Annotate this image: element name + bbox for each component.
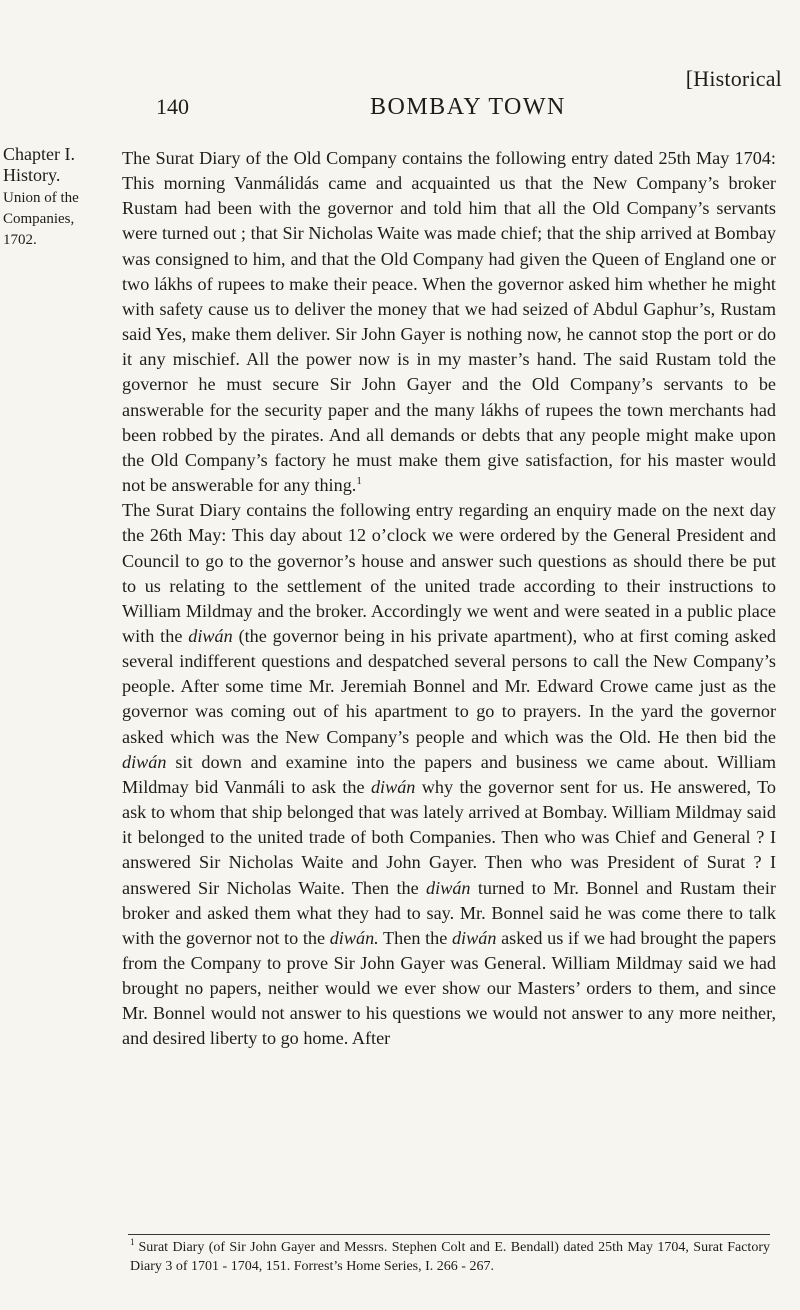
italic-term: diwán. [329, 927, 379, 948]
paragraph-text: why the governor sent for us. He answered, To ask to whom that ship belonged that was lately arrived at Bombay. William Mildmay said it belonged to the united trade of both Companies. Then who was Chief and General ? I answered Sir Nicholas Waite and John Gayer. Then who was President of Surat ? I answered Sir Nicholas Waite. Then the [122, 776, 777, 898]
running-title: BOMBAY TOWN [370, 94, 566, 120]
margin-note [3, 144, 115, 251]
paragraph-text: Then the [383, 927, 448, 948]
margin-year: 1702. [3, 232, 37, 248]
paragraph-text: turned to Mr. Bonnel and Rustam their broker and asked them what they had to say. Mr. Bonnel said he was come there to talk with the governor not to the [122, 877, 776, 948]
paragraph-text: asked us if we had brought the papers from the Company to prove Sir John Gayer was General. William Mildmay said we had brought no papers, neither would we ever show our Masters’ orders to them, and since Mr. Bonnel would not answer to his questions we would not answer to any more neither, and desired liberty to go home. After [122, 927, 777, 1049]
margin-chapter: Chapter I. [3, 144, 75, 164]
paragraph-text: sit down and examine into the papers and business we came about. William Mildmay bid Vanmáli to ask the [122, 751, 776, 797]
footnote-mark: 1 [130, 1237, 135, 1248]
italic-term: diwán [188, 625, 233, 646]
italic-term: diwán [122, 751, 167, 772]
paragraph-text: (the governor being in his private apartment), who at first coming asked several indifferent questions and despatched several persons to call the New Company’s people. After some time Mr. Jeremiah Bonnel and Mr. Edward Crowe came just as the governor was coming out of his apartment to go to prayers. In the yard the governor asked which was the New Company’s people and which was the Old. He then bid the [122, 625, 777, 747]
italic-term: diwán [370, 776, 416, 797]
italic-term: diwán [426, 877, 471, 898]
paragraph [122, 498, 776, 1051]
footnote-reference: 1 [356, 474, 362, 487]
footnote [130, 1239, 770, 1276]
section-label: [Historical [685, 66, 782, 91]
body-text [122, 146, 776, 1052]
italic-term: diwán [451, 927, 497, 948]
margin-topic: Union of the Companies, [3, 190, 79, 227]
paragraph [122, 146, 776, 498]
footnote-text: Surat Diary (of Sir John Gayer and Messrs. Stephen Colt and E. Bendall) dated 25th May 1704, Surat Factory Diary 3 of 1701 - 1704, 151. Forrest’s Home Series, I. 266 - 267. [130, 1240, 770, 1274]
margin-section: History. [3, 165, 61, 185]
paragraph-text: The Surat Diary contains the following entry regarding an enquiry made on the next day the 26th May: This day about 12 o’clock we were ordered by the General President and Council to go to the governor’s house and answer such questions as should there be put to us relating to the settlement of the united trade according to their instructions to William Mildmay and the broker. Accordingly we went and were seated in a public place with the [122, 500, 776, 646]
footnote-divider [128, 1234, 770, 1235]
paragraph-1-text: The Surat Diary of the Old Company contains the following entry dated 25th May 1704: This morning Vanmálidás came and acquainted us that the New Company’s broker Rustam had been with the governor and told him that all the Old Company’s servants were turned out ; that Sir Nicholas Waite was made chief; that the ship arrived at Bombay was consigned to him, and that the Old Company had given the Queen of England one or two lákhs of rupees to make their peace. When the governor asked him whether he might with safety cause us to deliver the money that we had seized of Abdul Gaphur’s, Rustam said Yes, make them deliver. Sir John Gayer is nothing now, he cannot stop the port or do it any mischief. All the power now is in my master’s hand. The said Rustam told the governor he must secure Sir John Gayer and the Old Company’s servants to be answerable for the security paper and the many lákhs of rupees the town merchants had been robbed by the pirates. And all demands or debts that any people might make upon the Old Company’s factory he must make them give satisfaction, for his master would not be answerable for any thing. [122, 148, 776, 496]
page-number: 140 [156, 94, 189, 119]
